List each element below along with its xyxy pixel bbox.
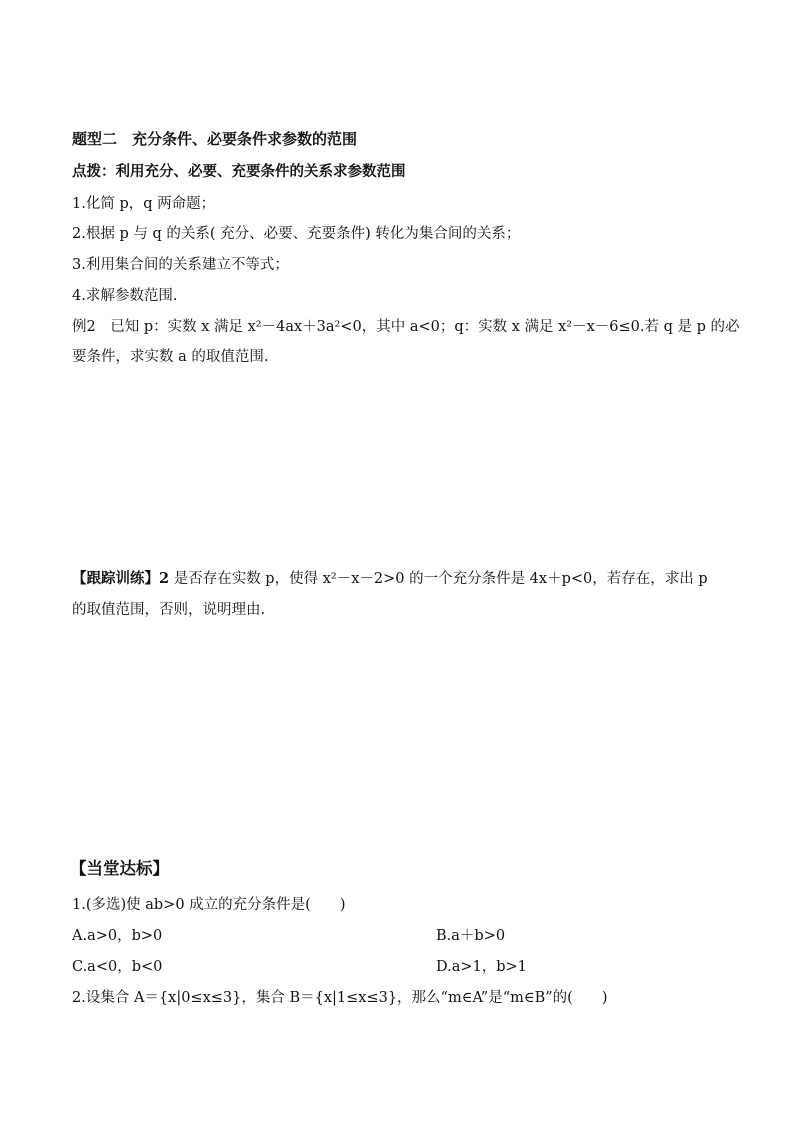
q1-option-b: B.a＋b>0 (436, 928, 506, 944)
follow-up-line2: 的取值范围，否则，说明理由. (72, 602, 266, 618)
example2-line2: 要条件，求实数 a 的取值范围. (72, 349, 269, 365)
q1-stem: 1.(多选)使 ab>0 成立的充分条件是( ) (72, 897, 346, 913)
q1-option-d: D.a>1，b>1 (436, 959, 527, 975)
section-heading: 题型二 充分条件、必要条件求参数的范围 (72, 130, 358, 148)
class-check-title: 【当堂达标】 (70, 859, 169, 878)
tip-title: 点拨：利用充分、必要、充要条件的关系求参数范围 (72, 163, 406, 180)
example2-line1: 例2 已知 p：实数 x 满足 x²－4ax＋3a²<0，其中 a<0；q：实数 x 满足 x²－x－6≤0.若 q 是 p 的必 (72, 319, 740, 335)
q1-option-c: C.a<0，b<0 (72, 959, 163, 975)
follow-up-label: 【跟踪训练】2 (72, 570, 170, 587)
follow-up-line1 (72, 567, 708, 588)
step-3: 3.利用集合间的关系建立不等式； (72, 257, 289, 273)
q2-stem: 2.设集合 A＝{x|0≤x≤3}，集合 B＝{x|1≤x≤3}，那么“m∈A”是“m∈B”的( ) (72, 990, 608, 1006)
step-1: 1.化简 p，q 两命题； (72, 196, 216, 212)
step-2: 2.根据 p 与 q 的关系( 充分、必要、充要条件) 转化为集合间的关系； (72, 226, 521, 242)
follow-up-text: 是否存在实数 p，使得 x²－x－2>0 的一个充分条件是 4x＋p<0，若存在，求出 p (169, 571, 708, 587)
step-4: 4.求解参数范围. (72, 288, 178, 304)
q1-option-a: A.a>0，b>0 (72, 928, 163, 944)
